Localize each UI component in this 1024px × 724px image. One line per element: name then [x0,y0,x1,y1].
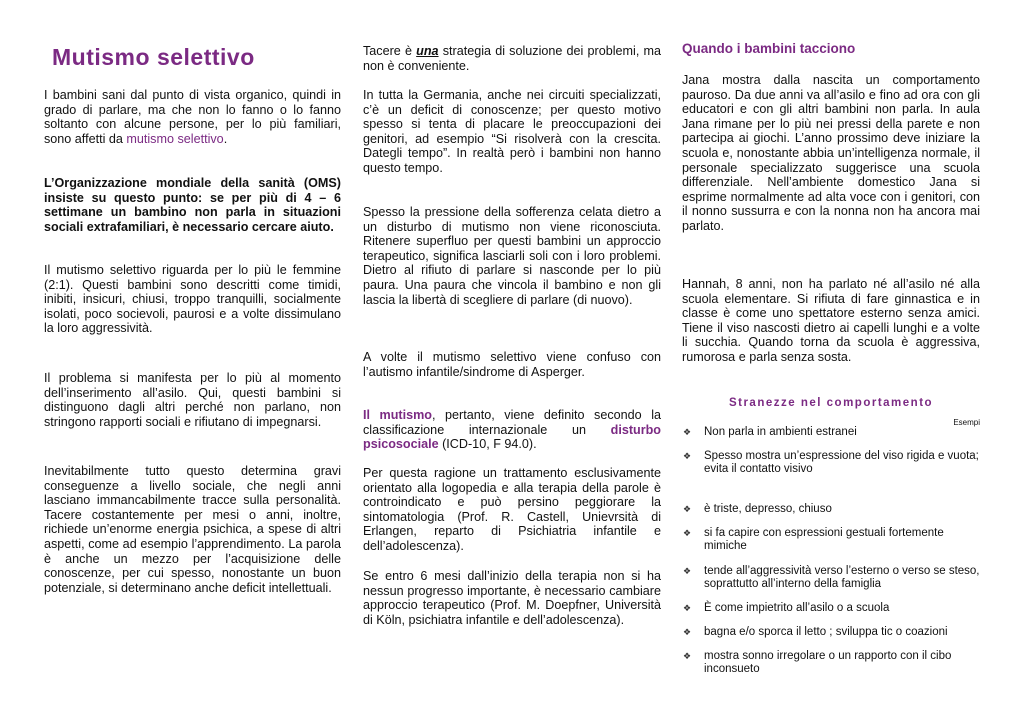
diamond-bullet-icon: ❖ [683,451,692,461]
list-item [682,503,980,516]
list-item-text: Non parla in ambienti estranei [704,426,857,438]
diamond-bullet-icon: ❖ [683,504,692,514]
problem-paragraph: Il problema si manifesta per lo più al momento dell’inserimento all’asilo. Qui, questi bambini si distinguono dagli altri perché non parlano, non stringono rapporti sociali e rifiutano di impegnarsi. [44,371,341,429]
list-item [682,626,980,639]
intro-end: . [223,131,228,146]
therapy-paragraph: Se entro 6 mesi dall’inizio della terapia non si ha nessun progresso importante, è necessario cambiare approccio terapeutico (Prof. M. Doepfner, Università di Köln, psichiatra infantile e dell’adolescenza). [363,569,661,627]
disturbo-bold: disturbo psicosociale [363,422,661,452]
diamond-bullet-icon: ❖ [683,566,692,576]
tacere-text-a: Tacere è [363,44,417,58]
definition-paragraph [363,408,661,452]
diamond-bullet-icon: ❖ [683,651,692,661]
examples-label: Esempi [953,418,980,427]
tacere-text-b: strategia di soluzione dei problemi, ma non è conveniente. [363,44,661,73]
consequences-paragraph: Inevitabilmente tutto questo determina gravi conseguenze a livello sociale, che negli anni lasciano immancabilmente tracce sulla personalità. Tacere costantemente per mesi o anni, inoltre, richiede un’enorme energia psichica, a spese di altri aspetti, come ad esempio l’apprendimento. La parola è anche un mezzo per l’acquisizione delle conoscenze, per cui spesso, nonostante un buon potenziale, si determinano anche deficit intellettuali. [44,464,341,595]
list-item-text: è triste, depresso, chiuso [704,503,832,515]
diamond-bullet-icon: ❖ [683,627,692,637]
diamond-bullet-icon: ❖ [683,427,692,437]
diamond-bullet-icon: ❖ [683,603,692,613]
list-item-text-extra: evita il contatto visivo [704,463,813,476]
list-item [682,527,980,554]
intro-paragraph [44,88,341,146]
list-item-text: Spesso mostra un’espressione del viso rigida e vuota; [704,450,979,462]
list-item-text: si fa capire con espressioni gestuali fortemente mimiche [704,527,944,553]
tacere-paragraph [363,44,661,73]
behavior-heading: Stranezze nel comportamento [728,397,934,409]
treatment-paragraph: Per questa ragione un trattamento esclusivamente orientato alla logopedia e alla terapia della parole è controindicato e può persino peggiorare la sintomatologia (Prof. R. Castell, Unievrsità di Erlangen, reparto di Psichiatria infantile e dell’adolescenza). [363,466,661,553]
list-item-text: bagna e/o sporca il letto ; sviluppa tic o coazioni [704,626,948,638]
hannah-paragraph: Hannah, 8 anni, non ha parlato né all’asilo né alla scuola elementare. Si rifiuta di fare ginnastica e in classe è come uno spettatore esterno senza amici. Tiene il viso nascosti dietro ai capelli lunghi e a volte li succhia. Quando torna da scuola è aggressiva, rumorosa e parla senza sosta. [682,277,980,364]
list-item [682,650,980,677]
list-item-text: È come impietrito all’asilo o a scuola [704,602,890,614]
list-item [682,602,980,615]
oms-paragraph: L’Organizzazione mondiale della sanità (OMS) insiste su questo punto: se per più di 4 – 6 settimane un bambino non parla in situazioni sociali extrafamiliari, è necessario cercare aiuto. [44,176,341,234]
list-item [682,565,980,592]
list-item-text: mostra sonno irregolare o un rapporto con il cibo inconsueto [704,650,952,676]
autism-paragraph: A volte il mutismo selettivo viene confuso con l’autismo infantile/sindrome di Asperger. [363,350,661,379]
females-paragraph: Il mutismo selettivo riguarda per lo più le femmine (2:1). Questi bambini sono descritti come timidi, inibiti, insicuri, chiusi, troppo tranquilli, socialmente isolati, poco socievoli, paurosi e a volte dissimulano la loro aggressività. [44,263,341,336]
icd-text: (ICD-10, F 94.0). [438,437,537,452]
list-item [682,426,980,439]
section-heading: Quando i bambini tacciono [682,41,856,56]
germany-paragraph: In tutta la Germania, anche nei circuiti specializzati, c’è un deficit di conoscenze; per questo motivo spesso si tenta di placare le preoccupazioni dei genitori, ad esempio “Si risolverà con la crescita. Dategli tempo”. In realtà però i bambini non hanno questo tempo. [363,88,661,175]
page-title: Mutismo selettivo [52,44,255,70]
definition-text: , pertanto, viene definito secondo la classificazione internazionale un [363,408,661,437]
mutismo-bold: Il mutismo [363,408,433,422]
una-emphasis: una [416,44,439,58]
diamond-bullet-icon: ❖ [683,528,692,538]
pressure-paragraph: Spesso la pressione della sofferenza celata dietro a un disturbo di mutismo non viene riconosciuta. Ritenere superfluo per questi bambini un approccio terapeutico, significa lasciarli soli con i loro problemi. Dietro al rifiuto di parlare si nasconde per lo più paura. Una paura che vincola il bambino e non gli lascia la libertà di scegliere di parlare (di nuovo). [363,205,661,307]
mutismo-term: mutismo selettivo [126,131,224,146]
list-item-text: tende all’aggressività verso l’esterno o verso se steso, soprattutto all’interno della famiglia [704,565,980,591]
list-item [682,450,980,477]
intro-text: I bambini sani dal punto di vista organico, quindi in grado di parlare, ma che non lo fanno o lo fanno soltanto con alcune persone, per lo più familiari, sono affetti da [44,88,341,146]
jana-paragraph: Jana mostra dalla nascita un comportamento pauroso. Da due anni va all’asilo e fino ad ora con gli educatori e con gli altri bambini non parla. In aula Jana rimane per lo più nei pressi della parete e non partecipa ai giochi. L’anno prossimo deve iniziare la scuola e, nonostante abbia un’intelligenza normale, il personale specializzato suggerisce una scuola differenziale. Nell’ambiente domestico Jana si esprime normalmente ad alta voce con i genitori, con il nonno sussurra e con la nonna non ha ancora mai parlato. [682,73,980,233]
